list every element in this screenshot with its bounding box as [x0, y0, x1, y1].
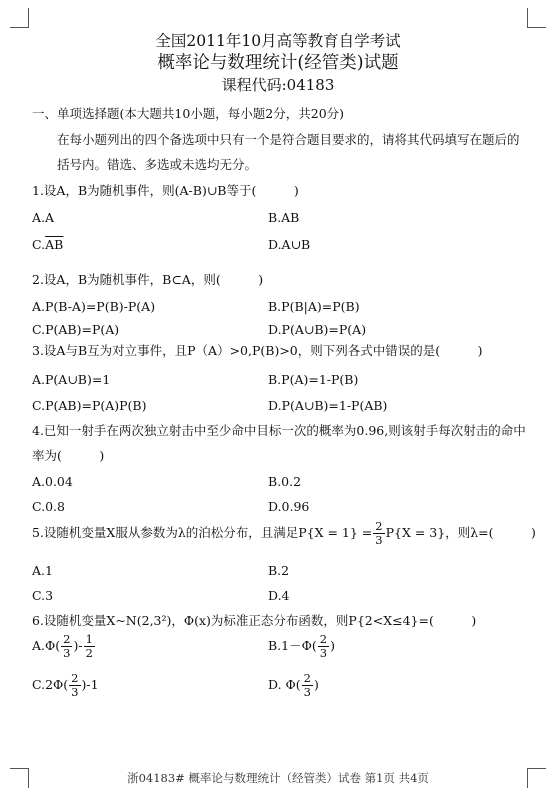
- q5-option-a: A.1: [32, 563, 53, 578]
- q1-option-c-overlined: $\overline{AB}$: [45, 237, 64, 252]
- q6-c-post: )-1: [81, 677, 99, 692]
- q6-a-frac2-num: 1: [85, 631, 93, 646]
- crop-mark-bottom-left-h: [10, 768, 29, 769]
- q6-a-frac-num: 2: [63, 631, 71, 646]
- q2-option-c: C.P(AB)=P(A): [32, 322, 120, 337]
- q6-b-frac: [318, 631, 329, 660]
- q3-option-d: D.P(A∪B)=1-P(AB): [268, 398, 388, 413]
- q6-option-c: [32, 669, 99, 701]
- q3-option-b: B.P(A)=1-P(B): [268, 372, 359, 387]
- q3-option-a: A.P(A∪B)=1: [32, 372, 111, 387]
- q5-stem-post: P{X = 3}，则λ=( ): [385, 525, 536, 540]
- q1-option-b: B.AB: [268, 210, 300, 225]
- q5-option-b: B.2: [268, 563, 290, 578]
- question-6: 6.设随机变量X~N(2,3²)，Φ(x)为标准正态分布函数，则P{2<X≤4}=( ): [32, 613, 477, 628]
- exam-title: 全国2011年10月高等教育自学考试: [155, 32, 401, 50]
- q6-a-frac2: [84, 631, 95, 660]
- page-footer: 浙04183# 概率论与数理统计（经管类）试卷 第1页 共4页: [127, 771, 429, 785]
- q4-option-b: B.0.2: [268, 474, 302, 489]
- q6-c-frac-num: 2: [71, 670, 79, 685]
- q6-c-frac: [69, 670, 80, 699]
- q1-option-a: A.A: [32, 210, 55, 225]
- question-4-line1: 4.已知一射手在两次独立射击中至少命中目标一次的概率为0.96,则该射手每次射击的命中: [32, 423, 526, 438]
- q2-option-a: A.P(B-A)=P(B)-P(A): [32, 299, 156, 314]
- q6-d-frac-num: 2: [303, 670, 311, 685]
- q6-b-post: ): [330, 638, 335, 653]
- question-1: 1.设A，B为随机事件，则(A-B)∪B等于( ): [32, 183, 299, 198]
- question-2: 2.设A，B为随机事件，B⊂A，则( ): [32, 272, 264, 287]
- q2-option-b: B.P(B|A)=P(B): [268, 299, 360, 314]
- crop-mark-top-right-v: [527, 8, 528, 28]
- q2-option-d: D.P(A∪B)=P(A): [268, 322, 367, 337]
- q6-a-frac-den: 3: [63, 646, 71, 660]
- crop-mark-top-left-v: [28, 8, 29, 28]
- crop-mark-bottom-right-h: [527, 768, 546, 769]
- q6-c-frac-den: 3: [71, 685, 79, 699]
- q5-frac-den: 3: [375, 533, 383, 547]
- q6-b-frac-num: 2: [319, 631, 328, 646]
- q6-a-mid: )-: [73, 638, 83, 653]
- q5-option-d: D.4: [268, 588, 290, 603]
- q6-b-frac-den: 3: [319, 646, 328, 660]
- question-5: [32, 517, 536, 549]
- q6-d-frac-den: 3: [303, 685, 311, 699]
- q3-option-c: C.P(AB)=P(A)P(B): [32, 398, 147, 413]
- q1-option-c: [32, 237, 63, 253]
- q5-fraction: [373, 518, 384, 547]
- q4-option-a: A.0.04: [32, 474, 73, 489]
- section-instruction-line2: 括号内。错选、多选或未选均无分。: [57, 157, 258, 172]
- q4-option-c: C.0.8: [32, 499, 65, 514]
- q6-option-d: [268, 669, 319, 701]
- crop-mark-top-left-h: [10, 27, 29, 28]
- q6-c-pre: C.2Φ(: [32, 677, 69, 692]
- q6-option-a: [32, 630, 96, 662]
- q6-a-pre: A.Φ(: [32, 638, 61, 653]
- question-4-line2: 率为( ): [32, 448, 105, 463]
- crop-mark-top-right-h: [527, 27, 546, 28]
- section-title: 一、单项选择题(本大题共10小题，每小题2分，共20分): [32, 106, 345, 121]
- q1-option-d: D.A∪B: [268, 237, 311, 252]
- q6-a-frac2-den: 2: [85, 646, 93, 660]
- q1-option-c-prefix: C.: [32, 237, 46, 252]
- question-3: 3.设A与B互为对立事件，且P（A）>0,P(B)>0，则下列各式中错误的是( ): [32, 343, 483, 358]
- exam-subject: 概率论与数理统计(经管类)试题: [157, 53, 399, 73]
- q4-option-d: D.0.96: [268, 499, 310, 514]
- course-code: 课程代码:04183: [221, 76, 335, 94]
- q6-d-post: ): [313, 677, 319, 692]
- q6-b-pre: B.1－Φ(: [268, 638, 317, 653]
- q5-frac-num: 2: [375, 518, 383, 533]
- q6-d-frac: [302, 670, 313, 699]
- q6-d-pre: D. Φ(: [268, 677, 301, 692]
- q6-a-frac: [61, 631, 72, 660]
- section-instruction-line1: 在每小题列出的四个备选项中只有一个是符合题目要求的，请将其代码填写在题后的: [57, 132, 520, 147]
- q5-option-c: C.3: [32, 588, 54, 603]
- q6-option-b: [268, 630, 335, 662]
- q5-stem-pre: 5.设随机变量X服从参数为λ的泊松分布，且满足P{X = 1} =: [32, 525, 373, 540]
